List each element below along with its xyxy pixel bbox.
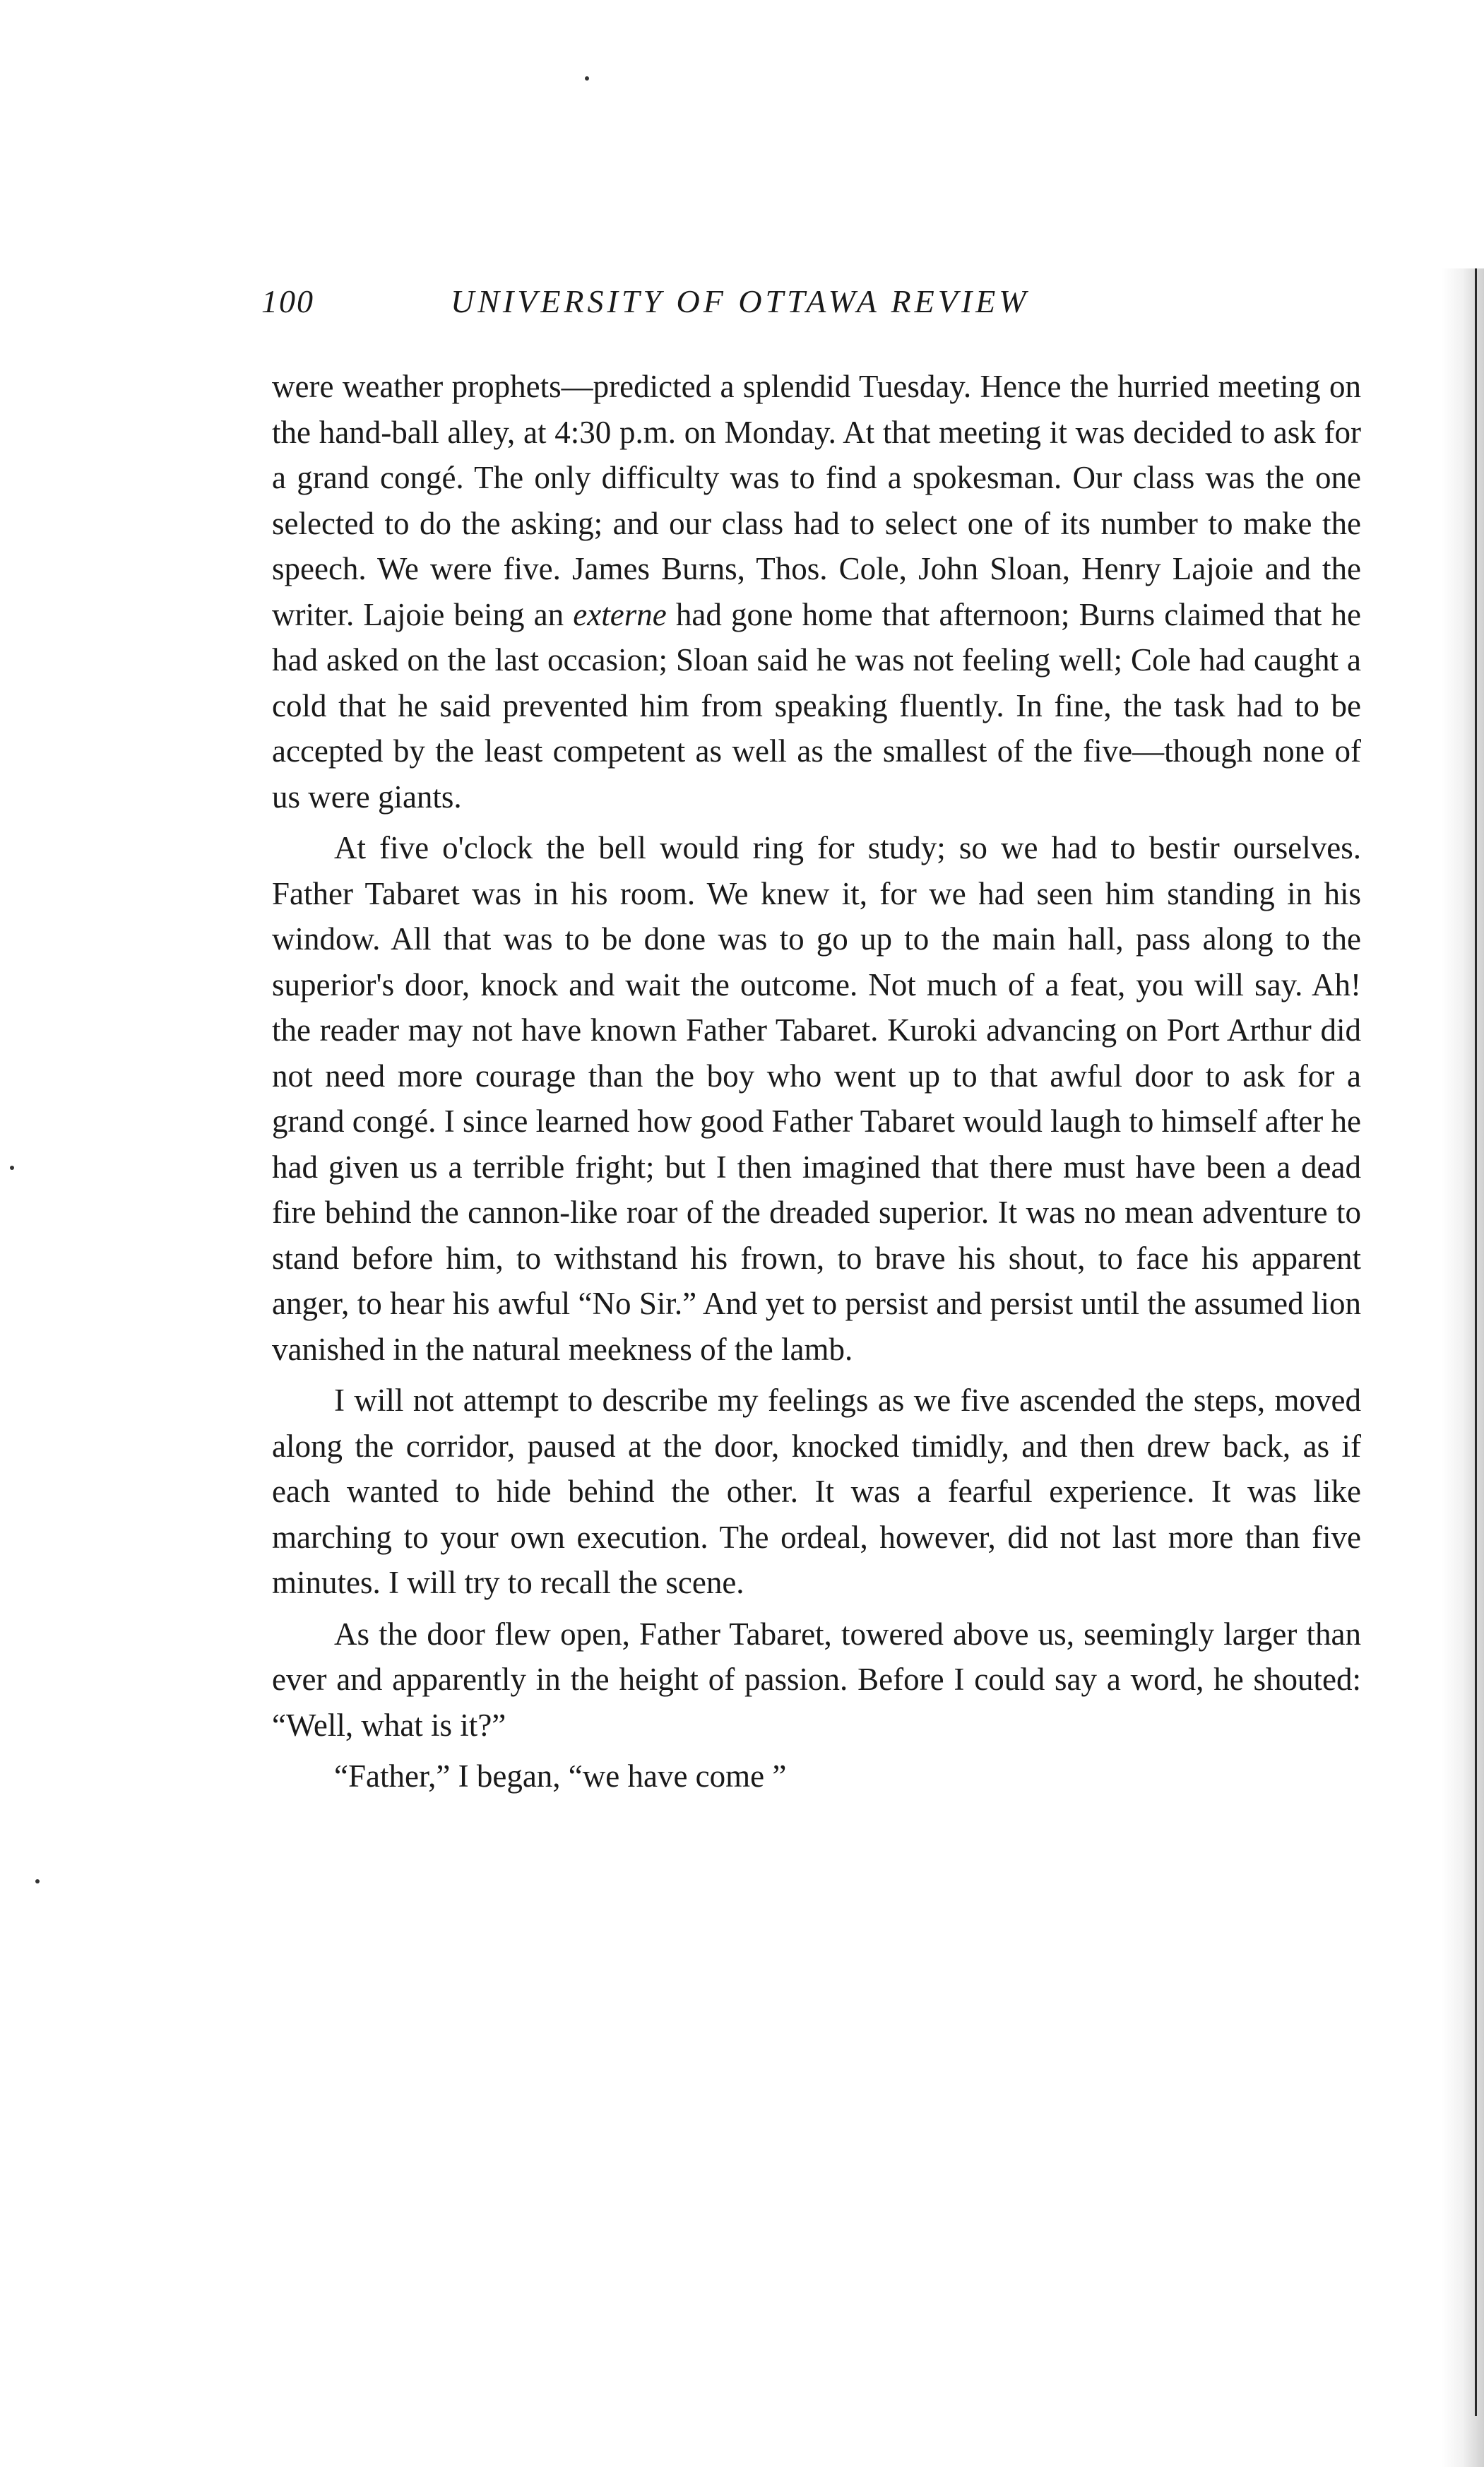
paragraph-2 <box>272 825 1361 1372</box>
paragraph-text: “Father,” I began, “we have come ” <box>334 1758 787 1794</box>
paragraph-4 <box>272 1611 1361 1749</box>
paragraph-1 <box>272 364 1361 820</box>
paragraph-text: At five o'clock the bell would ring for study; so we had to bestir ourselves. Father Tabaret was in his room. We knew it, for we had seen him standing in his window. All that was to be done was to go up to the main hall, pass along to the superior's door, knock and wait the outcome. Not much of a feat, you will say. Ah! the reader may not have known Father Tabaret. Kuroki advancing on Port Arthur did not need more courage than the boy who went up to that awful door to ask for a grand congé. I since learned how good Father Tabaret would laugh to himself after he had given us a terrible fright; but I then imagined that there must have been a dead fire behind the cannon-like roar of the dreaded superior. It was no mean adventure to stand before him, to withstand his frown, to brave his shout, to face his apparent anger, to hear his awful “No Sir.” And yet to persist and persist until the assumed lion vanished in the natural meekness of the lamb. <box>272 830 1361 1367</box>
journal-title: UNIVERSITY OF OTTAWA REVIEW <box>451 283 1030 319</box>
paragraph-text: I will not attempt to describe my feelings as we five ascended the steps, moved along the corridor, paused at the door, knocked timidly, and then drew back, as if each wanted to hide behind the other. It was a fearful experience. It was like marching to your own execution. The ordeal, however, did not last more than five minutes. I will try to recall the scene. <box>272 1383 1361 1600</box>
italic-word: externe <box>573 596 667 632</box>
paragraph-text: As the door flew open, Father Tabaret, towered above us, seemingly larger than ever and apparently in the height of passion. Before I could say a word, he shouted: “Well, what is it?” <box>272 1616 1361 1743</box>
running-head <box>261 283 1363 332</box>
paragraph-3 <box>272 1378 1361 1606</box>
ink-speck <box>35 1879 40 1883</box>
page-number: 100 <box>261 283 314 319</box>
body-text <box>272 364 1361 1799</box>
ink-speck <box>585 76 589 81</box>
ink-speck <box>10 1166 14 1170</box>
paragraph-text: were weather prophets—predicted a splendid Tuesday. Hence the hurried meeting on the hand-ball alley, at 4:30 p.m. on Monday. At that meeting it was decided to ask for a grand congé. The only difficulty was to find a spokesman. Our class was the one selected to do the asking; and our class had to select one of its number to make the speech. We were five. James Burns, Thos. Cole, John Sloan, Henry Lajoie and the writer. Lajoie being an <box>272 369 1361 632</box>
paragraph-5 <box>272 1753 1361 1799</box>
paragraph-text: had gone home that afternoon; Burns claimed that he had asked on the last occasion; Sloan said he was not feeling well; Cole had caught a cold that he said prevented him from speaking fluently. In fine, the task had to be accepted by the least competent as well as the smallest of the five—though none of us were giants. <box>272 596 1361 815</box>
page-edge-shadow <box>1442 268 1484 2467</box>
page-edge-line <box>1475 268 1477 2416</box>
